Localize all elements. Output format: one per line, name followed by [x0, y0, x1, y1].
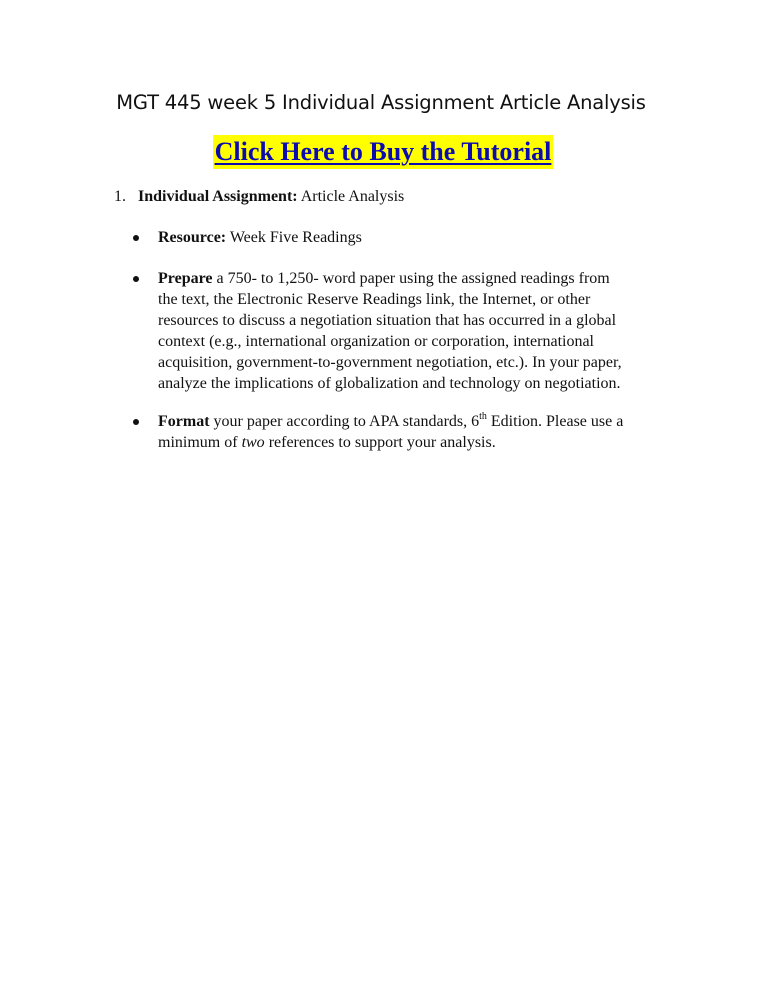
emphasis-text: two	[241, 434, 265, 451]
bullet-text: analyze the implications of globalization and technology on negotiation.	[158, 375, 621, 392]
bullet-bold: Resource:	[158, 229, 227, 246]
assignment-heading-text: Article Analysis	[297, 188, 405, 205]
assignment-heading-bold: Individual Assignment:	[138, 188, 298, 205]
bullet-text: a 750- to 1,250- word paper using the assigned readings from	[212, 270, 610, 287]
bullet-text: Edition. Please use a	[486, 413, 624, 430]
bullet-text: references to support your analysis.	[264, 434, 496, 451]
bullet-text: your paper according to APA standards, 6	[209, 413, 480, 430]
bullet-text: Week Five Readings	[226, 229, 362, 246]
bullet-icon	[133, 419, 139, 425]
page-title	[0, 91, 768, 114]
title-text: MGT 445 week 5 Individual Assignment Article Analysis	[116, 91, 646, 114]
bullet-text: acquisition, government-to-government negotiation, etc.). In your paper,	[158, 354, 622, 371]
buy-link-container	[0, 135, 768, 169]
bullet-icon	[133, 276, 139, 282]
bullet-icon	[133, 235, 139, 241]
superscript: th	[479, 410, 487, 422]
bullet-text: minimum of	[158, 434, 242, 451]
bullet-text: resources to discuss a negotiation situation that has occurred in a global	[158, 312, 617, 329]
bullet-text: the text, the Electronic Reserve Readings link, the Internet, or other	[158, 291, 591, 308]
bullet-text: context (e.g., international organization or corporation, international	[158, 333, 594, 350]
buy-tutorial-link[interactable]: Click Here to Buy the Tutorial	[213, 135, 554, 169]
bullet-bold: Prepare	[158, 270, 213, 287]
bullet-bold: Format	[158, 413, 210, 430]
assignment-heading	[114, 186, 714, 207]
list-number: 1.	[114, 188, 126, 205]
